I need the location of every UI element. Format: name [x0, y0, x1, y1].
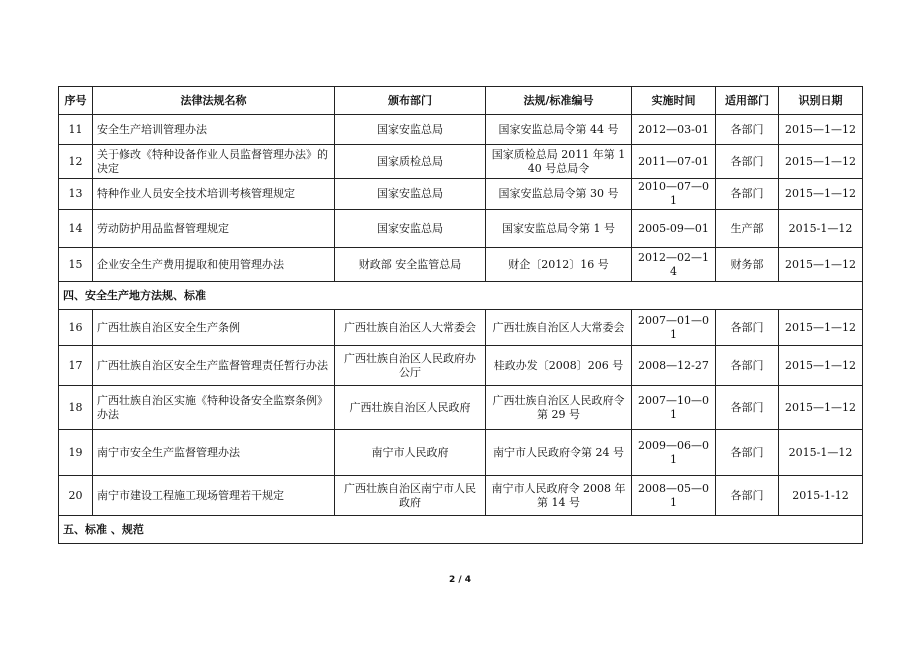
cell-code: 国家安监总局令第 44 号	[486, 115, 632, 145]
cell-name: 南宁市建设工程施工现场管理若干规定	[93, 476, 335, 516]
cell-dept: 国家质检总局	[335, 145, 486, 179]
section-title-standards: 五、标准 、规范	[59, 516, 863, 544]
regulations-table	[58, 86, 863, 544]
cell-ident: 2015—1—12	[779, 310, 863, 346]
cell-date: 2005-09—01	[632, 210, 716, 248]
cell-date: 2008—12-27	[632, 346, 716, 386]
cell-date: 2008—05—01	[632, 476, 716, 516]
cell-dept: 国家安监总局	[335, 210, 486, 248]
cell-apply: 各部门	[716, 179, 779, 210]
cell-ident: 2015—1—12	[779, 386, 863, 430]
cell-code: 广西壮族自治区人大常委会	[486, 310, 632, 346]
cell-apply: 各部门	[716, 346, 779, 386]
cell-dept: 国家安监总局	[335, 179, 486, 210]
table-row	[59, 145, 863, 179]
cell-name: 特种作业人员安全技术培训考核管理规定	[93, 179, 335, 210]
cell-code: 国家安监总局令第 1 号	[486, 210, 632, 248]
col-header-ident: 识别日期	[779, 87, 863, 115]
cell-name: 劳动防护用品监督管理规定	[93, 210, 335, 248]
cell-ident: 2015—1—12	[779, 346, 863, 386]
cell-seq: 19	[59, 430, 93, 476]
cell-dept: 财政部 安全监管总局	[335, 248, 486, 282]
cell-apply: 财务部	[716, 248, 779, 282]
col-header-apply: 适用部门	[716, 87, 779, 115]
cell-date: 2011—07-01	[632, 145, 716, 179]
cell-seq: 13	[59, 179, 93, 210]
cell-name: 南宁市安全生产监督管理办法	[93, 430, 335, 476]
cell-ident: 2015—1—12	[779, 179, 863, 210]
cell-ident: 2015—1—12	[779, 248, 863, 282]
header-row	[59, 87, 863, 115]
col-header-code: 法规/标准编号	[486, 87, 632, 115]
table-row	[59, 310, 863, 346]
cell-apply: 各部门	[716, 386, 779, 430]
cell-code: 国家质检总局 2011 年第 140 号总局令	[486, 145, 632, 179]
cell-seq: 16	[59, 310, 93, 346]
col-header-date: 实施时间	[632, 87, 716, 115]
cell-name: 广西壮族自治区安全生产监督管理责任暂行办法	[93, 346, 335, 386]
cell-name: 安全生产培训管理办法	[93, 115, 335, 145]
cell-ident: 2015—1—12	[779, 145, 863, 179]
table-row	[59, 346, 863, 386]
table-row	[59, 179, 863, 210]
table-row	[59, 210, 863, 248]
cell-code: 国家安监总局令第 30 号	[486, 179, 632, 210]
cell-apply: 各部门	[716, 430, 779, 476]
table-row	[59, 115, 863, 145]
col-header-seq: 序号	[59, 87, 93, 115]
cell-name: 关于修改《特种设备作业人员监督管理办法》的决定	[93, 145, 335, 179]
cell-seq: 17	[59, 346, 93, 386]
cell-ident: 2015-1—12	[779, 210, 863, 248]
cell-apply: 各部门	[716, 145, 779, 179]
cell-seq: 12	[59, 145, 93, 179]
cell-dept: 广西壮族自治区人民政府	[335, 386, 486, 430]
cell-dept: 广西壮族自治区人大常委会	[335, 310, 486, 346]
col-header-dept: 颁布部门	[335, 87, 486, 115]
cell-dept: 广西壮族自治区人民政府办公厅	[335, 346, 486, 386]
cell-date: 2012—02—14	[632, 248, 716, 282]
cell-dept: 国家安监总局	[335, 115, 486, 145]
section-row	[59, 516, 863, 544]
cell-code: 广西壮族自治区人民政府令第 29 号	[486, 386, 632, 430]
cell-ident: 2015—1—12	[779, 115, 863, 145]
col-header-name: 法律法规名称	[93, 87, 335, 115]
cell-ident: 2015-1—12	[779, 430, 863, 476]
cell-seq: 20	[59, 476, 93, 516]
cell-date: 2007—01—01	[632, 310, 716, 346]
cell-seq: 11	[59, 115, 93, 145]
section-row	[59, 282, 863, 310]
cell-apply: 各部门	[716, 115, 779, 145]
cell-apply: 各部门	[716, 310, 779, 346]
table-row	[59, 248, 863, 282]
cell-name: 广西壮族自治区实施《特种设备安全监察条例》办法	[93, 386, 335, 430]
cell-code: 桂政办发〔2008〕206 号	[486, 346, 632, 386]
cell-seq: 14	[59, 210, 93, 248]
table-row	[59, 386, 863, 430]
cell-name: 企业安全生产费用提取和使用管理办法	[93, 248, 335, 282]
cell-apply: 生产部	[716, 210, 779, 248]
cell-date: 2010—07—01	[632, 179, 716, 210]
cell-name: 广西壮族自治区安全生产条例	[93, 310, 335, 346]
page-number: 2 / 4	[448, 575, 472, 585]
section-title-local-regulations: 四、安全生产地方法规、标准	[59, 282, 863, 310]
cell-dept: 南宁市人民政府	[335, 430, 486, 476]
cell-code: 南宁市人民政府令 2008 年第 14 号	[486, 476, 632, 516]
cell-apply: 各部门	[716, 476, 779, 516]
cell-seq: 18	[59, 386, 93, 430]
cell-seq: 15	[59, 248, 93, 282]
cell-dept: 广西壮族自治区南宁市人民政府	[335, 476, 486, 516]
cell-date: 2007—10—01	[632, 386, 716, 430]
cell-code: 南宁市人民政府令第 24 号	[486, 430, 632, 476]
cell-ident: 2015-1-12	[779, 476, 863, 516]
cell-date: 2009—06—01	[632, 430, 716, 476]
table-row	[59, 430, 863, 476]
table-row	[59, 476, 863, 516]
cell-date: 2012—03-01	[632, 115, 716, 145]
cell-code: 财企〔2012〕16 号	[486, 248, 632, 282]
